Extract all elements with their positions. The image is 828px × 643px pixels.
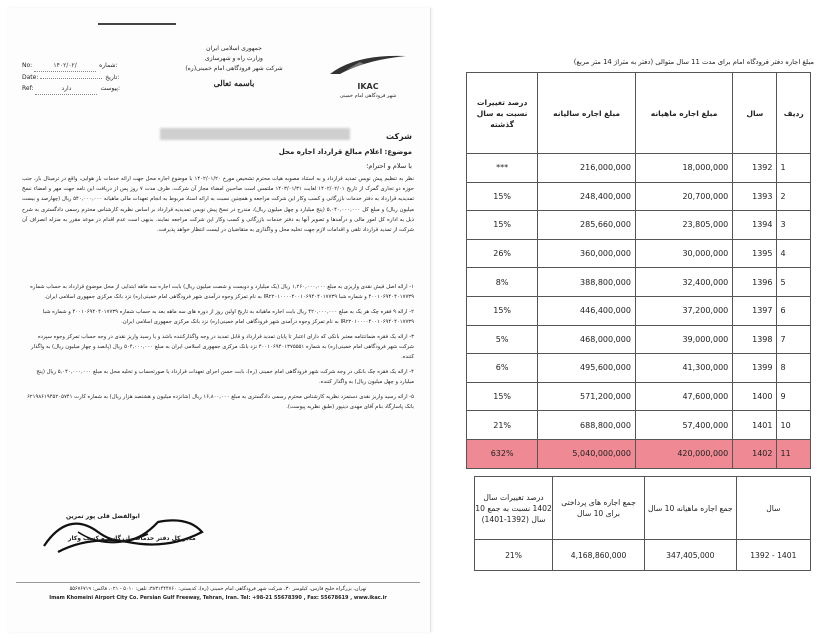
date-row: [22, 72, 120, 83]
table-row: [467, 182, 811, 211]
cell-row: 1: [777, 154, 811, 183]
table-row: [467, 439, 811, 468]
cell-monthly: 41,300,000: [635, 354, 732, 383]
cell-year: 1396: [733, 268, 777, 297]
footer-address-fa: تهران، بزرگراه خلیج فارس، کیلومتر ۳۰، شرکت شهر فرودگاهی امام خمینی (ره)، کدپستی: ۳۸۳۱۴۴۴۷۶۰، تلفن: ۵۰۱۰ - ۰۲۱، فاکس: ۵۵۶۷۶۷۱۹: [69, 586, 367, 592]
recipient: شرکت: [386, 132, 412, 141]
cell-annual: 446,400,000: [538, 296, 636, 325]
table-row: [467, 354, 811, 383]
logo-text: IKAC: [357, 82, 379, 91]
table-row: [467, 239, 811, 268]
letter-item: ۲- ارائه ۹ فقره چک هر یک به مبلغ ۴۲۰,۰۰۰,۰۰۰ ریال بابت اجاره ماهیانه به تاریخ اولین روز از دوره های سه ماهه بعد به حساب شماره ۴۰۰۱۰۶۹۴۰۴۰۱۷۷۳۹ و شماره شبا IR۲۲۰۱۰۰۰۰۴۰۰۱۰۶۹۴۰۴۰۱۷۷۳۹ به نام تمرکز وجوه درآمدی شهر فرودگاهی امام خمینی(ره) نزد بانک مرکزی جمهوری اسلامی ایران.: [42, 308, 414, 326]
col-year: سال: [733, 73, 777, 154]
cell-annual: 285,660,000: [538, 211, 636, 240]
letter-meta: [22, 60, 120, 95]
cell-row: 4: [777, 239, 811, 268]
plane-logo-icon: [326, 50, 410, 78]
cell-monthly: 47,600,000: [635, 382, 732, 411]
cell-row: 11: [777, 439, 811, 468]
header-line-4: باسمه تعالی: [213, 78, 255, 88]
signer-title: مدیر کل دفتر خدمات بازرگانی و کسب وکار: [68, 535, 196, 542]
cell-monthly: 57,400,000: [635, 411, 732, 440]
summary-year: 1392 - 1401: [736, 540, 810, 571]
letter-item: ۴- ارائه یک فقره چک بانکی در وجه شرکت شهر فرودگاهی امام خمینی (ره)، بابت حسن اجرای تعهدات قرارداد یا صورتحساب و تخلیه محل به مبلغ ۵,۰۴۰,۰۰۰,۰۰۰ ریال (پنج میلیارد و چهل میلیون ریال) به واگذار کننده.: [36, 368, 414, 386]
cell-change: 632%: [467, 439, 538, 468]
letter-greeting: با سلام و احترام؛: [366, 162, 412, 170]
table-row: [467, 268, 811, 297]
date-label: Date:: [22, 74, 39, 81]
summary-row: [475, 540, 811, 571]
col-row: ردیف: [777, 73, 811, 154]
letter-page: [6, 8, 431, 632]
number-label: No:: [22, 62, 33, 69]
header-line-2: وزارت راه و شهرسازی: [205, 55, 263, 62]
header-line-1: جمهوری اسلامی ایران: [206, 45, 262, 52]
ref-row: [22, 83, 120, 95]
table-row: [467, 154, 811, 183]
rent-panel: [448, 8, 818, 632]
cell-year: 1398: [733, 325, 777, 354]
header-rule: [98, 23, 176, 25]
footer-address-en: Imam Khomeini Airport City Co. Persian Gulf Freeway, Tehran, Iran. Tel: +98-21 55678390 , Fax: 55678619 , www.ikac.ir: [49, 595, 387, 601]
date-value: [40, 78, 102, 79]
cell-annual: 248,400,000: [538, 182, 636, 211]
cell-annual: 571,200,000: [538, 382, 636, 411]
letter-item: ۳- ارائه یک فقره ضمانتنامه معتبر بانکی که دارای اعتبار تا پایان تمدید قرارداد و قابل تمدید در وجه واگذارکننده باشد و یا رسید واریز نقدی در وجه حساب تمرکز وجوه سپرده شرکت شهر فرودگاهی امام خمینی(ره) به شماره ۴۰۰۱۰۶۹۴۰۱۳۷۵۵۵۱ نزد بانک مرکزی جمهوری اسلامی ایران به مبلغ ۵۰۴,۰۰۰,۰۰۰ ریال (پانصد و چهار میلیون ریال) به واگذار کننده.: [30, 333, 414, 361]
cell-change: 26%: [467, 239, 538, 268]
letter-item: ۵- ارائه رسید واریز نقدی دستمزد نظریه کارشناس محترم رسمی دادگستری به مبلغ ۱۶,۸۰۰,۰۰۰ ریال (شانزده میلیون و هشتصد هزار ریال) به شماره کارت ۶۲۱۹۸۶۱۹۴۵۲۰۵۷۴۱ بانک پاسارگاد بنام آقای مهدی دینپور (طبق نظریه پیوست).: [26, 393, 414, 411]
cell-monthly: 32,400,000: [635, 268, 732, 297]
cell-monthly: 37,200,000: [635, 296, 732, 325]
table-row: [467, 211, 811, 240]
col-monthly: مبلغ اجاره ماهیانه: [635, 73, 732, 154]
cell-row: 9: [777, 382, 811, 411]
letter-footer: [16, 582, 420, 603]
summary-table: [474, 476, 811, 571]
summary-header: [475, 477, 811, 540]
cell-annual: 5,040,000,000: [538, 439, 636, 468]
rent-table-caption: مبلغ اجاره دفتر فرودگاه امام برای مدت 11 سال متوالی (دفتر به متراژ 14 متر مربع): [573, 58, 814, 66]
cell-annual: 388,800,000: [538, 268, 636, 297]
cell-change: 5%: [467, 325, 538, 354]
cell-row: 7: [777, 325, 811, 354]
summary-paid: 4,168,860,000: [553, 540, 645, 571]
col-change: درصد تغییرات نسبت به سال گذشته: [467, 73, 538, 154]
cell-year: 1395: [733, 239, 777, 268]
ikac-logo: [326, 50, 410, 99]
cell-row: 8: [777, 354, 811, 383]
table-row: [467, 411, 811, 440]
summary-col-monthly: جمع اجاره ماهیانه 10 سال: [644, 477, 736, 540]
cell-change: ***: [467, 154, 538, 183]
logo-subtitle: شهر فرودگاهی امام خمینی: [339, 93, 397, 99]
rent-table-header: [467, 73, 811, 154]
cell-year: 1392: [733, 154, 777, 183]
letter-body: نظر به تنظیم پیش نویس تمدید قرارداد و به استناد مصوبه هیات محترم تشخیص مورخ ۱۴۰۲/۰۱/۲۰ با موضوع اجاره محل جهت ارائه خدمات بار هوایی، واقع در ترمینال بار، جنب حوزه دو تجاری گمرک از تاریخ ۱۴۰۲/۰۲/۰۱ لغایت ۱۴۰۳/۰۱/۳۱ ملتمس است صاحبین امضاء مجاز آن شرکت، ظرف مدت ۷ روز پس از دریافت این نامه جهت مهر و امضاء نسخ تمدیدیه قرارداد به دفتر خدمات بازرگانی و کسب وکار این شرکت مراجعه و همچنین نسبت به ارائه اسناد مربوط به انجام تعهدات مالی ماهیانه ۵۴۰,۰۰۰,۰۰۰ ریال (چهارصد و بیست میلیون ریال) و مبلغ کل ۵,۰۴۰,۰۰۰,۰۰۰ (پنج میلیارد و چهل میلیون ریال)، مندرج در نسخ پیش نویس تمدیدیه قرارداد بر اساس نظریه کارشناس محترم رسمی دادگستری به شرح ذیل به اداره کل امور مالی و درآمدها و تصویر آنها به دفتر خدمات بازرگانی و کسب وکار این شرکت مراجعه نمایند. بدیهی است عدم اقدام در موعد مقرر به منزله انصراف آن شرکت از تمدید قرارداد تلقی و اقدامات لازم جهت تخلیه محل و واگذاری به متقاضیان در لیست انتظار خواهد پذیرفت.: [22, 176, 415, 234]
summary-monthly: 347,405,000: [644, 540, 736, 571]
header-line-3: شرکت شهر فرودگاهی امام خمینی(ره): [185, 65, 283, 72]
letterhead-center: [184, 44, 284, 88]
cell-year: 1399: [733, 354, 777, 383]
cell-year: 1397: [733, 296, 777, 325]
cell-change: 15%: [467, 382, 538, 411]
cell-row: 2: [777, 182, 811, 211]
table-row: [467, 382, 811, 411]
cell-annual: 360,000,000: [538, 239, 636, 268]
cell-year: 1402: [733, 439, 777, 468]
cell-monthly: 420,000,000: [635, 439, 732, 468]
cell-monthly: 23,805,000: [635, 211, 732, 240]
ref-label: Ref:: [22, 85, 34, 92]
rent-table: [466, 72, 811, 469]
cell-change: 8%: [467, 268, 538, 297]
cell-monthly: 30,000,000: [635, 239, 732, 268]
cell-annual: 688,800,000: [538, 411, 636, 440]
table-row: [467, 296, 811, 325]
letter-item: ۱- ارائه اصل فیش نقدی واریزی به مبلغ ۱,۲۶۰,۰۰۰,۰۰۰ ریال (یک میلیارد و دویست و شصت میلیون ریال) بابت اجاره سه ماهه ابتدایی از محل موضوع قرارداد به حساب شماره ۴۰۰۱۰۶۹۴۰۴۰۱۷۷۳۹ و شماره شبا IR۲۲۰۱۰۰۰۰۴۰۰۱۰۶۹۴۰۴۰۱۷۷۳۹ به نام تمرکز وجوه درآمدی شهر فرودگاهی امام خمینی(ره) نزد بانک مرکزی جمهوری اسلامی ایران.: [30, 284, 414, 301]
letter-items: [22, 282, 414, 416]
cell-change: 21%: [467, 411, 538, 440]
col-annual: مبلغ اجاره سالیانه: [538, 73, 636, 154]
cell-monthly: 39,000,000: [635, 325, 732, 354]
summary-change: 21%: [475, 540, 553, 571]
table-row: [467, 325, 811, 354]
letter-subject: موضوع: اعلام مبالغ قرارداد اجاره محل: [278, 148, 412, 156]
cell-row: 10: [777, 411, 811, 440]
cell-row: 6: [777, 296, 811, 325]
cell-row: 5: [777, 268, 811, 297]
number-label-fa: شماره:: [99, 62, 118, 69]
ref-label-fa: پیوست:: [100, 85, 120, 92]
signature-scribble: [38, 502, 208, 562]
number-row: [22, 60, 120, 72]
summary-col-year: سال: [736, 477, 810, 540]
cell-year: 1394: [733, 211, 777, 240]
cell-change: 6%: [467, 354, 538, 383]
number-value: ۱۴۰۲/۰۲/: [34, 60, 96, 72]
date-label-fa: تاریخ:: [105, 74, 120, 81]
cell-year: 1401: [733, 411, 777, 440]
cell-year: 1393: [733, 182, 777, 211]
cell-annual: 468,000,000: [538, 325, 636, 354]
cell-change: 15%: [467, 211, 538, 240]
cell-monthly: 18,000,000: [635, 154, 732, 183]
cell-year: 1400: [733, 382, 777, 411]
cell-change: 15%: [467, 296, 538, 325]
redacted-recipient: [160, 128, 350, 140]
cell-row: 3: [777, 211, 811, 240]
cell-monthly: 20,700,000: [635, 182, 732, 211]
cell-annual: 216,000,000: [538, 154, 636, 183]
signer-name: ابوالفضل قلی پور تمرین: [66, 513, 140, 520]
summary-col-paid: جمع اجاره های پرداختی برای 10 سال: [553, 477, 645, 540]
cell-change: 15%: [467, 182, 538, 211]
cell-annual: 495,600,000: [538, 354, 636, 383]
ref-value: دارد: [35, 83, 97, 95]
summary-col-change: درصد تغییرات سال 1402 نسبت به جمع 10 سال (1392-1401): [475, 477, 553, 540]
